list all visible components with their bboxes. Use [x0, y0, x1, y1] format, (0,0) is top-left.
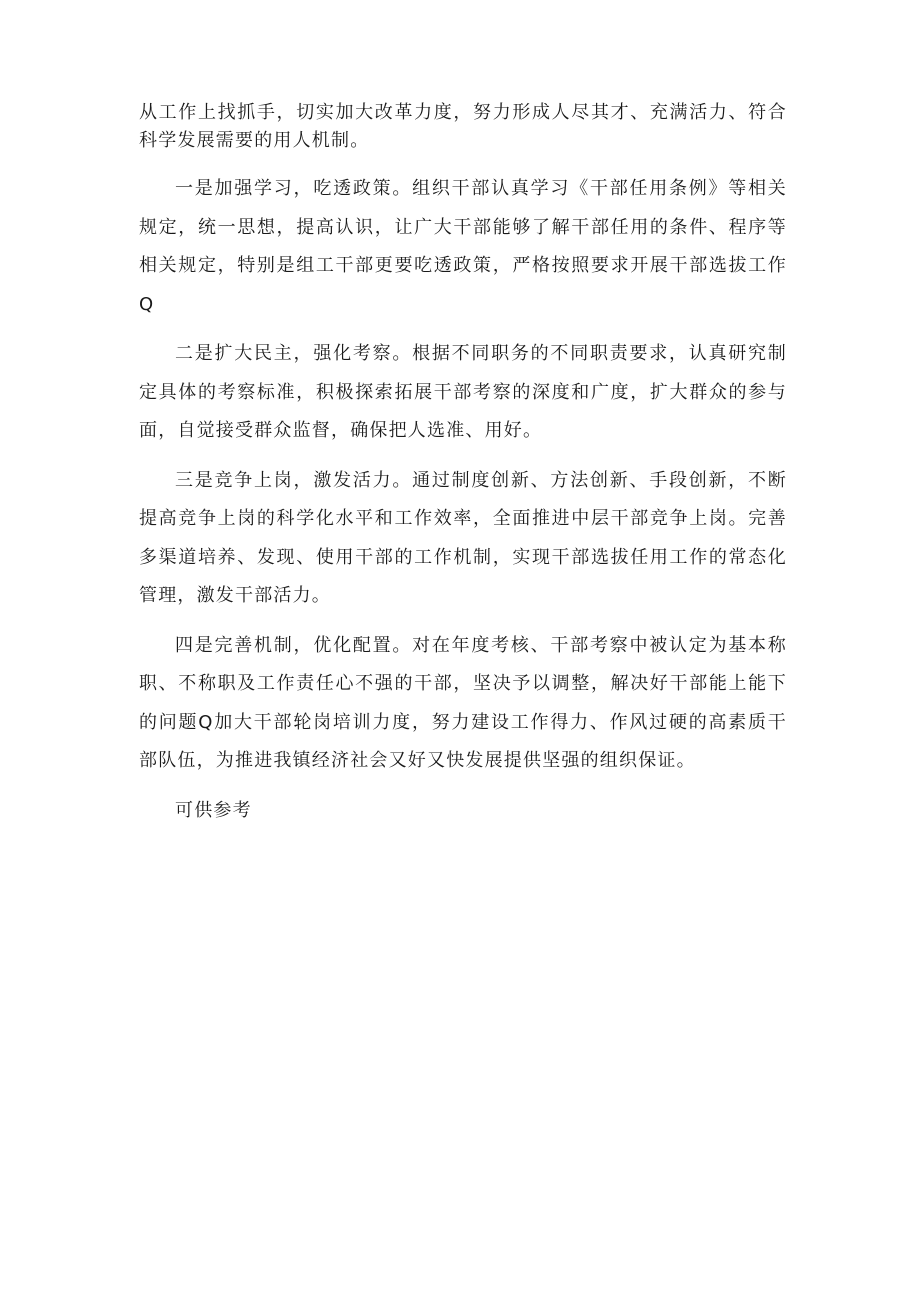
document-body	[139, 99, 787, 830]
paragraph-mechanism: 四是完善机制，优化配置。对在年度考核、干部考察中被认定为基本称职、不称职及工作责任心不强的干部，坚决予以调整，解决好干部能上能下的问题Q加大干部轮岗培训力度，努力建设工作得力、作风过硬的高素质干部队伍，为推进我镇经济社会又好又快发展提供坚强的组织保证。	[139, 634, 787, 771]
closing-note: 可供参考	[175, 799, 252, 821]
paragraph-intro: 从工作上找抓手，切实加大改革力度，努力形成人尽其才、充满活力、符合科学发展需要的用人机制。	[139, 102, 787, 151]
paragraph-competition: 三是竞争上岗，激发活力。通过制度创新、方法创新、手段创新，不断提高竞争上岗的科学化水平和工作效率，全面推进中层干部竞争上岗。完善多渠道培养、发现、使用干部的工作机制，实现干部选拔任用工作的常态化管理，激发干部活力。	[139, 469, 787, 606]
paragraph-democracy-inspection: 二是扩大民主，强化考察。根据不同职务的不同职责要求，认真研究制定具体的考察标准，积极探索拓展干部考察的深度和广度，扩大群众的参与面，自觉接受群众监督，确保把人选准、用好。	[139, 343, 787, 441]
paragraph-study-policy: 一是加强学习，吃透政策。组织干部认真学习《干部任用条例》等相关规定，统一思想，提高认识，让广大干部能够了解干部任用的条件、程序等相关规定，特别是组工干部更要吃透政策，严格按照要求开展干部选拔工作Q	[139, 178, 787, 315]
